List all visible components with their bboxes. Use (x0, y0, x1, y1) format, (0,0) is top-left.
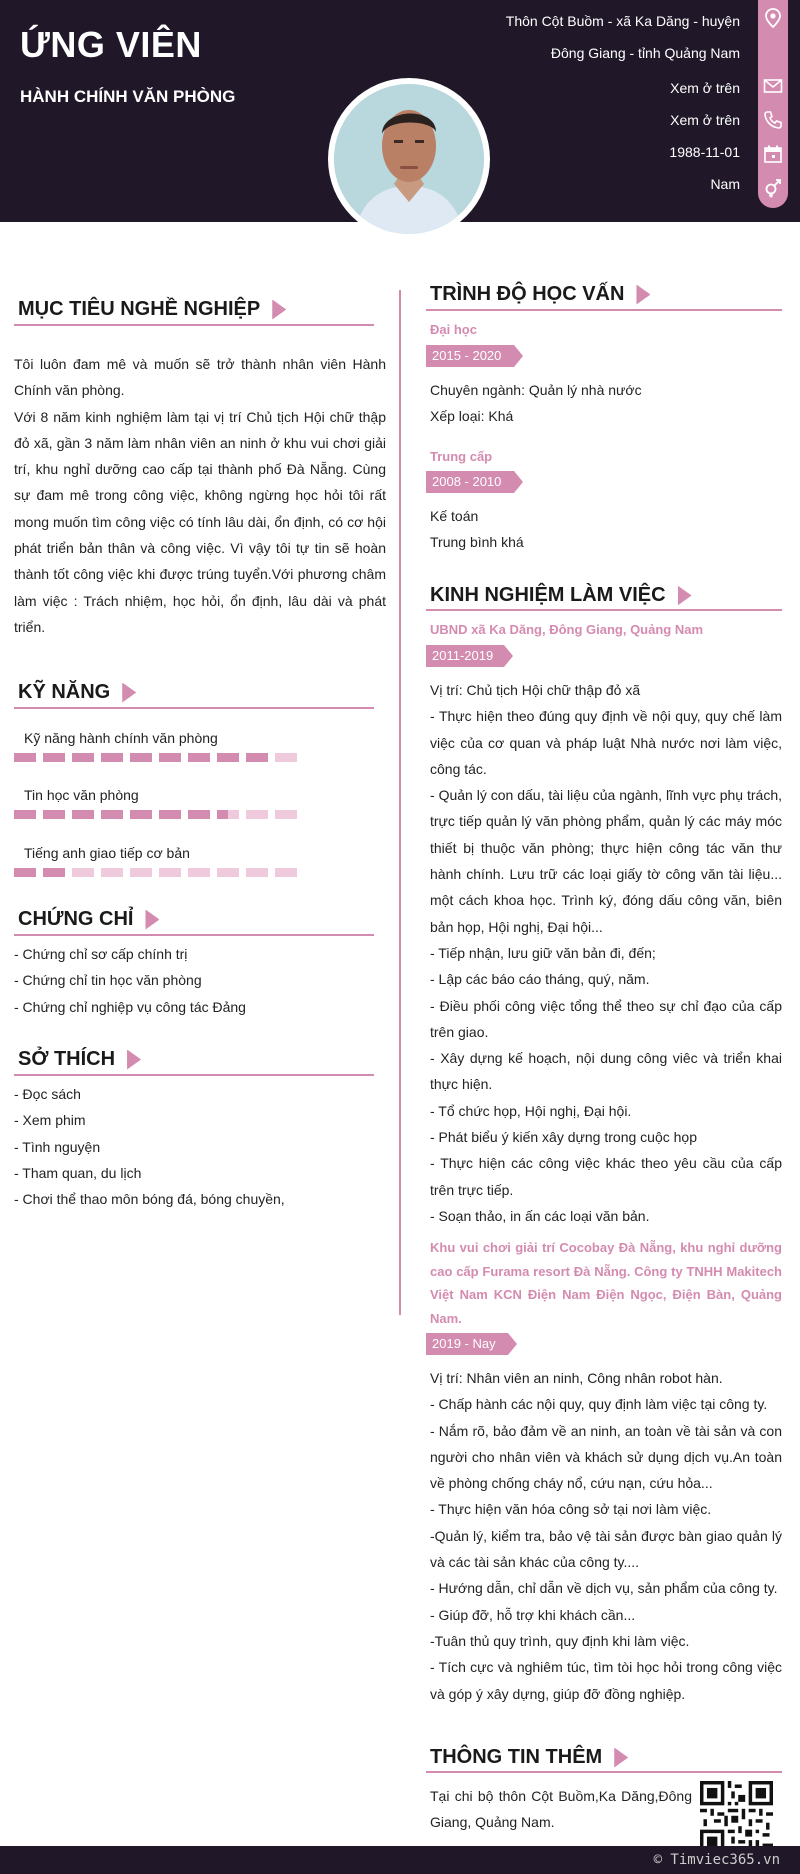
skill-seg-filled (43, 753, 65, 762)
education-level: Đại học (430, 322, 477, 337)
extra-heading (430, 1746, 628, 1769)
objective-line: Với 8 năm kinh nghiệm làm tại vị trí Chủ tịch Hội chữ thập đỏ xã, gần 3 năm làm nhân viên an ninh ở khu vui chơi giải trí, khu nghỉ dưỡng cao cấp tại thành phố Đà Nẵng. Cùng sự đam mê trong công việc, không ngừng học hỏi tôi rất mong muốn tìm công việc có tính lâu dài, ổn định, có cơ hội phát triển bản thân và công việc. Vì vậy tôi tự tin sẽ hoàn thành tốt công việc khi được trúng tuyển.Với phương châm làm việc : Trách nhiệm, học hỏi, ổn định, lâu dài và phát triển. (14, 408, 386, 635)
experience-title: KINH NGHIỆM LÀM VIỆC (430, 584, 666, 606)
education-level: Trung cấp (430, 449, 493, 464)
job-detail: - Điều phối công việc tổng thể theo sự chỉ đạo của cấp trên giao. (430, 997, 782, 1040)
job-detail: - Quản lý con dấu, tài liệu của ngành, lĩnh vực phụ trách, trực tiếp quản lý văn phòng phẩm, quản lý các máy móc thiết bị thuộc văn phòng; thực hiện công tác văn thư hành chính. Lưu trữ các loại giấy tờ công văn tài liệu... một cách khoa học. Trình ký, đóng dấu công văn, biên bản họp, Hội nghị, Đại hội... (430, 787, 782, 935)
job-detail: - Thực hiện văn hóa công sở tại nơi làm việc. (430, 1501, 712, 1518)
skill-seg-filled (217, 753, 239, 762)
education-title: TRÌNH ĐỘ HỌC VẤN (430, 283, 625, 305)
education-detail: Chuyên ngành: Quản lý nhà nước (430, 382, 642, 398)
skill-seg-filled (101, 753, 123, 762)
skill-seg-filled (72, 753, 94, 762)
job-detail: - Tổ chức họp, Hội nghị, Đại hội. (430, 1102, 632, 1119)
qr-code (700, 1781, 773, 1854)
skill-seg-empty (217, 868, 239, 877)
flag-icon (636, 285, 650, 305)
education-period: 2008 - 2010 (426, 471, 514, 493)
objective-heading (18, 298, 286, 321)
skill-name: Tiếng anh giao tiếp cơ bản (24, 845, 190, 861)
certificate-item: - Chứng chỉ tin học văn phòng (14, 972, 202, 989)
job-organization: Khu vui chơi giải trí Cocobay Đà Nẵng, khu nghỉ dưỡng cao cấp Furama resort Đà Nẵng. Công ty TNHH Makitech Việt Nam KCN Điện Nam Điện Ngọc, Điện Bàn, Quảng Nam. (430, 1240, 782, 1326)
job-detail: - Tiếp nhận, lưu giữ văn bản đi, đến; (430, 944, 656, 961)
skill-seg-filled (130, 753, 152, 762)
job-detail: Vị trí: Chủ tịch Hội chữ thập đỏ xã (430, 682, 641, 698)
job-detail: - Lập các báo cáo tháng, quý, năm. (430, 971, 650, 988)
job-detail: - Hướng dẫn, chỉ dẫn về dịch vụ, sản phẩm của công ty. (430, 1580, 778, 1597)
skill-seg-filled (14, 810, 36, 819)
experience-heading (430, 584, 692, 607)
skill-seg-filled (14, 868, 36, 877)
skill-level-bar (14, 868, 297, 877)
certificates-title: CHỨNG CHỈ (18, 908, 134, 930)
job-detail: - Thực hiện theo đúng quy định về nội quy, quy chế làm việc của cơ quan và pháp luật Nhà nước nơi làm việc, công tác. (430, 708, 782, 777)
skill-seg-filled (72, 810, 94, 819)
skill-name: Kỹ năng hành chính văn phòng (24, 730, 218, 746)
contact-gender: Nam (710, 176, 740, 192)
skill-seg-filled (188, 810, 210, 819)
certificates-list (14, 941, 386, 1020)
extra-text: Tại chi bộ thôn Cột Buồm,Ka Dăng,Đông Giang, Quảng Nam. (430, 1788, 692, 1831)
skill-level-bar (14, 753, 297, 762)
objective-title: MỤC TIÊU NGHỀ NGHIỆP (18, 298, 261, 320)
skill-seg-filled (130, 810, 152, 819)
skill-seg-empty (159, 868, 181, 877)
education-detail: Trung bình khá (430, 534, 524, 551)
education-details (430, 503, 524, 556)
skills-title: KỸ NĂNG (18, 681, 111, 703)
skills-heading (18, 681, 136, 704)
skill-seg-filled (159, 753, 181, 762)
flag-icon (614, 1748, 628, 1768)
hobby-item: - Tình nguyện (14, 1138, 101, 1155)
column-divider (399, 290, 401, 1315)
certificates-heading (18, 908, 159, 931)
contact-icon-strip (758, 0, 788, 208)
contact-address-line1: Thôn Cột Buồm - xã Ka Dăng - huyện (505, 13, 740, 29)
skill-seg-empty (275, 868, 297, 877)
skill-seg-empty (246, 810, 268, 819)
skill-seg-filled (159, 810, 181, 819)
education-details (430, 377, 642, 430)
job-details (430, 677, 782, 1229)
footer (0, 1846, 800, 1874)
hobby-item: - Xem phim (14, 1112, 86, 1129)
hobby-item: - Tham quan, du lịch (14, 1164, 142, 1181)
hobbies-list (14, 1081, 386, 1212)
footer-brand: © Timviec365.vn (653, 1852, 780, 1868)
flag-icon (122, 683, 136, 703)
skill-seg-empty (275, 810, 297, 819)
education-heading (430, 283, 650, 306)
skill-seg-empty (101, 868, 123, 877)
calendar-icon (763, 144, 783, 164)
hobbies-title: SỞ THÍCH (18, 1048, 116, 1070)
candidate-name: ỨNG VIÊN (20, 24, 202, 65)
hobby-item: - Chơi thể thao môn bóng đá, bóng chuyền, (14, 1191, 285, 1208)
job-period: 2011-2019 (426, 645, 504, 667)
skill-seg-empty (130, 868, 152, 877)
skill-seg-empty (275, 753, 297, 762)
education-detail: Kế toán (430, 508, 479, 524)
skill-seg-filled (43, 810, 65, 819)
skill-seg-half (217, 810, 239, 819)
objective-body (14, 351, 386, 640)
skill-seg-empty (72, 868, 94, 877)
contact-birthday: 1988-11-01 (669, 144, 740, 160)
job-detail: - Thực hiện các công việc khác theo yêu cầu của cấp trên trực tiếp. (430, 1155, 782, 1198)
flag-icon (145, 910, 159, 930)
job-period: 2019 - Nay (426, 1333, 508, 1355)
job-details (430, 1365, 782, 1707)
skill-seg-filled (188, 753, 210, 762)
skill-level-bar (14, 810, 297, 819)
job-detail: Vị trí: Nhân viên an ninh, Công nhân robot hàn. (430, 1370, 723, 1386)
skills-underline (14, 707, 374, 709)
education-underline (426, 309, 782, 311)
education-detail: Xếp loại: Khá (430, 408, 514, 425)
skill-seg-filled (43, 868, 65, 877)
flag-icon (127, 1050, 141, 1070)
hobbies-underline (14, 1074, 374, 1076)
objective-line: Tôi luôn đam mê và muốn sẽ trở thành nhân viên Hành Chính văn phòng. (14, 356, 386, 399)
hobbies-heading (18, 1048, 141, 1071)
experience-underline (426, 609, 782, 611)
skill-seg-filled (246, 753, 268, 762)
header (0, 0, 800, 222)
skill-seg-empty (188, 868, 210, 877)
contact-info (440, 8, 740, 203)
email-icon (763, 76, 783, 96)
phone-icon (763, 110, 783, 130)
hobby-item: - Đọc sách (14, 1086, 81, 1102)
job-detail: -Tuân thủ quy trình, quy định khi làm việc. (430, 1632, 690, 1649)
candidate-role: HÀNH CHÍNH VĂN PHÒNG (20, 87, 236, 106)
objective-underline (14, 324, 374, 326)
job-detail: - Phát biểu ý kiến xây dựng trong cuộc họp (430, 1129, 697, 1146)
skill-seg-empty (246, 868, 268, 877)
gender-icon (763, 178, 783, 198)
flag-icon (678, 586, 692, 606)
qr-code-icon (700, 1781, 773, 1854)
job-detail: -Quản lý, kiểm tra, bảo vệ tài sản được bàn giao quản lý và các tài sản khác của công ty.... (430, 1527, 782, 1571)
education-period: 2015 - 2020 (426, 345, 514, 367)
certificate-item: - Chứng chỉ nghiệp vụ công tác Đảng (14, 998, 246, 1015)
skill-seg-filled (14, 753, 36, 762)
job-detail: - Soạn thảo, in ấn các loại văn bản. (430, 1207, 650, 1224)
contact-email: Xem ở trên (670, 80, 740, 96)
job-organization: UBND xã Ka Dăng, Đông Giang, Quảng Nam (430, 622, 704, 637)
skill-seg-filled (101, 810, 123, 819)
skill-name: Tin học văn phòng (24, 787, 139, 803)
job-detail: - Xây dựng kế hoạch, nội dung công viêc và triển khai thực hiện. (430, 1050, 782, 1093)
job-detail: - Chấp hành các nội quy, quy định làm việc tại công ty. (430, 1396, 768, 1413)
job-detail: - Tích cực và nghiêm túc, tìm tòi học hỏi trong công việc và góp ý xây dựng, giúp đỡ đồng nghiệp. (430, 1659, 782, 1702)
job-detail: - Nắm rõ, bảo đảm về an ninh, an toàn về tài sản và con người cho nhân viên và khách sử dụng dịch vụ.An toàn về phòng chống cháy nổ, cứu nạn, cứu hỏa... (430, 1422, 782, 1492)
contact-phone: Xem ở trên (670, 112, 740, 128)
job-detail: - Giúp đỡ, hỗ trợ khi khách cần... (430, 1606, 636, 1623)
location-icon (763, 8, 783, 28)
extra-underline (426, 1771, 782, 1773)
certificate-item: - Chứng chỉ sơ cấp chính trị (14, 946, 188, 962)
extra-title: THÔNG TIN THÊM (430, 1746, 603, 1768)
contact-address-line2: Đông Giang - tỉnh Quảng Nam (550, 45, 740, 61)
flag-icon (272, 300, 286, 320)
certificates-underline (14, 934, 374, 936)
